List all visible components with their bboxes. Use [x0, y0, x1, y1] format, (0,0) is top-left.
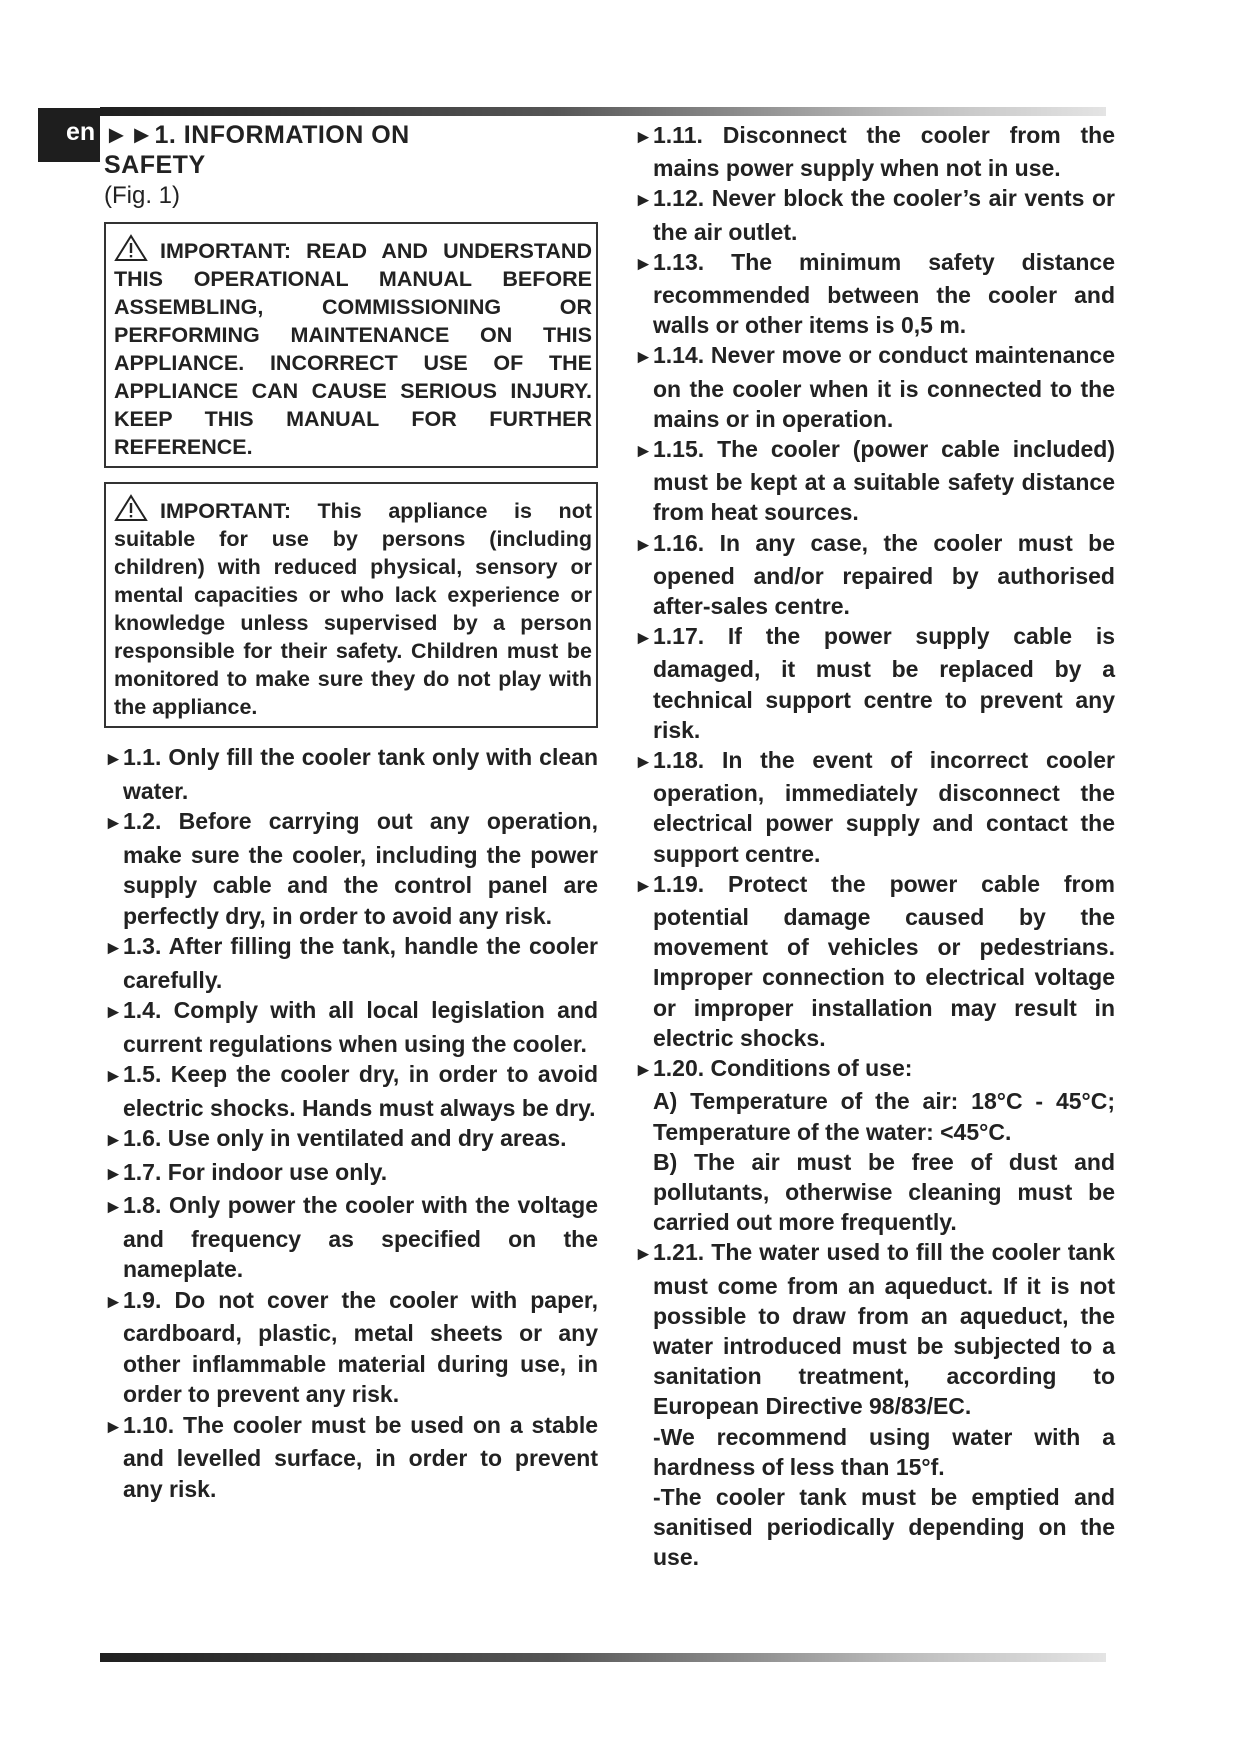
language-tab: en — [38, 108, 100, 162]
safety-item-text: After filling the tank, handle the cooler carefully. — [123, 933, 598, 993]
safety-item-text: Never move or conduct maintenance on the cooler when it is connected to the mains or in operation. — [653, 342, 1116, 432]
safety-item-text: Disconnect the cooler from the mains power supply when not in use. — [653, 122, 1116, 182]
bullet-arrow-icon: ► — [104, 813, 123, 834]
warning-box-manual — [104, 222, 598, 468]
safety-item-number: 1.15. — [653, 436, 705, 463]
warning-triangle-icon — [114, 494, 148, 522]
section-heading-line2: SAFETY — [104, 151, 206, 179]
bullet-arrow-icon: ► — [634, 253, 653, 275]
bottom-rule — [100, 1653, 1106, 1662]
safety-item-text: In any case, the cooler must be opened and/or repaired by authorised after-sales centre. — [653, 529, 1115, 620]
safety-item — [104, 1410, 598, 1505]
bullet-arrow-icon: ► — [634, 628, 653, 650]
bullet-arrow-icon: ► — [104, 1416, 123, 1438]
safety-item-text: The minimum safety distance recommended between the cooler and walls or other items is 0,5 m. — [653, 248, 1115, 339]
bullet-arrow-icon: ► — [104, 1130, 123, 1151]
bullet-arrow-icon: ► — [104, 1163, 123, 1185]
safety-list-right — [634, 120, 1115, 1573]
safety-item — [634, 247, 1115, 341]
warning-text-manual: IMPORTANT: READ AND UNDERSTAND THIS OPERATIONAL MANUAL BEFORE ASSEMBLING, COMMISSIONING OR PERFORMING MAINTENANCE ON THIS APPLIANCE. INCORRECT USE OF THE APPLIANCE CAN CAUSE SERIOUS INJURY. KEEP THIS MANUAL FOR FURTHER REFERENCE. — [114, 239, 592, 459]
right-column — [634, 120, 1115, 1573]
safety-item-number: 1.4. — [123, 997, 162, 1023]
safety-item-number: 1.12. — [653, 185, 705, 212]
safety-item-text: Never block the cooler’s air vents or the air outlet. — [653, 185, 1115, 245]
safety-item — [634, 1053, 1115, 1086]
safety-item-text: Before carrying out any operation, make sure the cooler, including the power supply cable and the control panel are perfectly dry, in order to avoid any risk. — [123, 808, 598, 929]
safety-item-number: 1.18. — [653, 747, 705, 774]
safety-item — [634, 120, 1115, 183]
bullet-arrow-icon: ► — [634, 1244, 653, 1266]
safety-item-number: 1.16. — [653, 529, 705, 556]
safety-item — [104, 1285, 598, 1410]
safety-item-text: For indoor use only. — [167, 1158, 388, 1185]
safety-item-subpoint: -The cooler tank must be emptied and sanitised periodically depending on the use. — [653, 1483, 1115, 1571]
top-rule — [100, 107, 1106, 116]
safety-item — [634, 869, 1115, 1053]
warning-triangle-icon — [114, 234, 148, 262]
safety-item — [104, 1190, 598, 1285]
safety-item-number: 1.7. — [123, 1158, 162, 1185]
safety-item-text: The water used to fill the cooler tank must come from an aqueduct. If it is not possible to draw from an aqueduct, the water introduced must be subjected to a sanitation treatment, according to European Directive 98/83/EC. — [653, 1239, 1115, 1420]
safety-item-text: The cooler (power cable included) must be kept at a suitable safety distance from heat sources. — [653, 436, 1115, 526]
safety-item-subpoint: A) Temperature of the air: 18°C - 45°C; Temperature of the water: <45°C. — [653, 1088, 1115, 1145]
safety-item-number: 1.8. — [123, 1192, 162, 1218]
safety-item-number: 1.17. — [653, 623, 705, 650]
safety-item-text: Comply with all local legislation and current regulations when using the cooler. — [123, 997, 598, 1057]
bullet-arrow-icon: ► — [104, 1291, 123, 1313]
safety-list-left — [104, 742, 598, 1504]
safety-item-number: 1.14. — [653, 342, 705, 369]
section-heading-line1: ►►1. INFORMATION ON — [104, 121, 410, 149]
safety-item-number: 1.3. — [123, 933, 162, 959]
safety-item — [104, 806, 598, 931]
bullet-arrow-icon: ► — [104, 749, 123, 770]
safety-item-text: Keep the cooler dry, in order to avoid electric shocks. Hands must always be dry. — [123, 1061, 598, 1121]
safety-item-text: Conditions of use: — [710, 1055, 913, 1082]
safety-item — [634, 183, 1115, 246]
safety-item — [104, 1123, 598, 1157]
safety-item-text: Protect the power cable from potential damage caused by the movement of vehicles or pedestrians. Improper connection to electrical voltage or improper installation may result in electric shocks. — [653, 870, 1115, 1051]
section-heading — [104, 120, 598, 180]
safety-item-subpoint: B) The air must be free of dust and pollutants, otherwise cleaning must be carried out more frequently. — [653, 1148, 1115, 1236]
safety-item-text: Use only in ventilated and dry areas. — [167, 1125, 567, 1151]
safety-item-subpoint: -We recommend using water with a hardness of less than 15°f. — [653, 1423, 1115, 1480]
safety-item-text: If the power supply cable is damaged, it must be replaced by a technical support centre to prevent any risk. — [653, 623, 1115, 743]
safety-item-number: 1.20. — [653, 1055, 705, 1082]
safety-item — [104, 1059, 598, 1123]
safety-item — [634, 340, 1115, 434]
bullet-arrow-icon: ► — [634, 534, 653, 556]
safety-item — [104, 742, 598, 806]
safety-item — [104, 1157, 598, 1191]
warning-text-persons: IMPORTANT: This appliance is not suitable for use by persons (including children) with reduced physical, sensory or mental capacities or who lack experience or knowledge unless supervised by a person responsible for their safety. Children must be monitored to make sure they do not play with the appliance. — [114, 499, 592, 719]
bullet-arrow-icon: ► — [634, 441, 653, 463]
bullet-arrow-icon: ► — [634, 875, 653, 897]
safety-item — [104, 995, 598, 1059]
safety-item-number: 1.13. — [653, 248, 705, 275]
bullet-arrow-icon: ► — [104, 1197, 123, 1218]
safety-item — [634, 1237, 1115, 1421]
safety-item-text: The cooler must be used on a stable and levelled surface, in order to prevent any risk. — [123, 1411, 598, 1502]
safety-item — [634, 621, 1115, 745]
bullet-arrow-icon: ► — [634, 347, 653, 369]
safety-item-number: 1.10. — [123, 1411, 175, 1438]
safety-item — [634, 528, 1115, 622]
bullet-arrow-icon: ► — [104, 1066, 123, 1087]
bullet-arrow-icon: ► — [634, 127, 653, 148]
warning-box-persons — [104, 482, 598, 728]
safety-item-text: Only power the cooler with the voltage and frequency as specified on the nameplate. — [123, 1192, 598, 1282]
safety-item-number: 1.19. — [653, 870, 705, 897]
safety-item-text: Do not cover the cooler with paper, cardboard, plastic, metal sheets or any other inflammable material during use, in order to prevent any risk. — [123, 1286, 599, 1407]
safety-item-number: 1.1. — [123, 744, 162, 770]
bullet-arrow-icon: ► — [104, 1002, 123, 1023]
bullet-arrow-icon: ► — [634, 190, 653, 212]
bullet-arrow-icon: ► — [634, 1060, 653, 1082]
safety-item — [104, 931, 598, 995]
safety-item-text: Only fill the cooler tank only with clean water. — [123, 744, 598, 804]
safety-item-number: 1.6. — [123, 1125, 162, 1151]
safety-item — [634, 434, 1115, 528]
safety-item-number: 1.21. — [653, 1239, 705, 1266]
bullet-arrow-icon: ► — [634, 752, 653, 774]
left-column — [104, 120, 598, 1504]
safety-item-number: 1.9. — [123, 1286, 162, 1313]
safety-item — [634, 745, 1115, 869]
bullet-arrow-icon: ► — [104, 938, 123, 959]
safety-item-number: 1.11. — [653, 122, 703, 148]
safety-item-number: 1.5. — [123, 1061, 162, 1087]
safety-item-text: In the event of incorrect cooler operation, immediately disconnect the electrical power supply and contact the support centre. — [653, 747, 1115, 867]
safety-item-number: 1.2. — [123, 808, 162, 834]
figure-reference: (Fig. 1) — [104, 182, 181, 209]
